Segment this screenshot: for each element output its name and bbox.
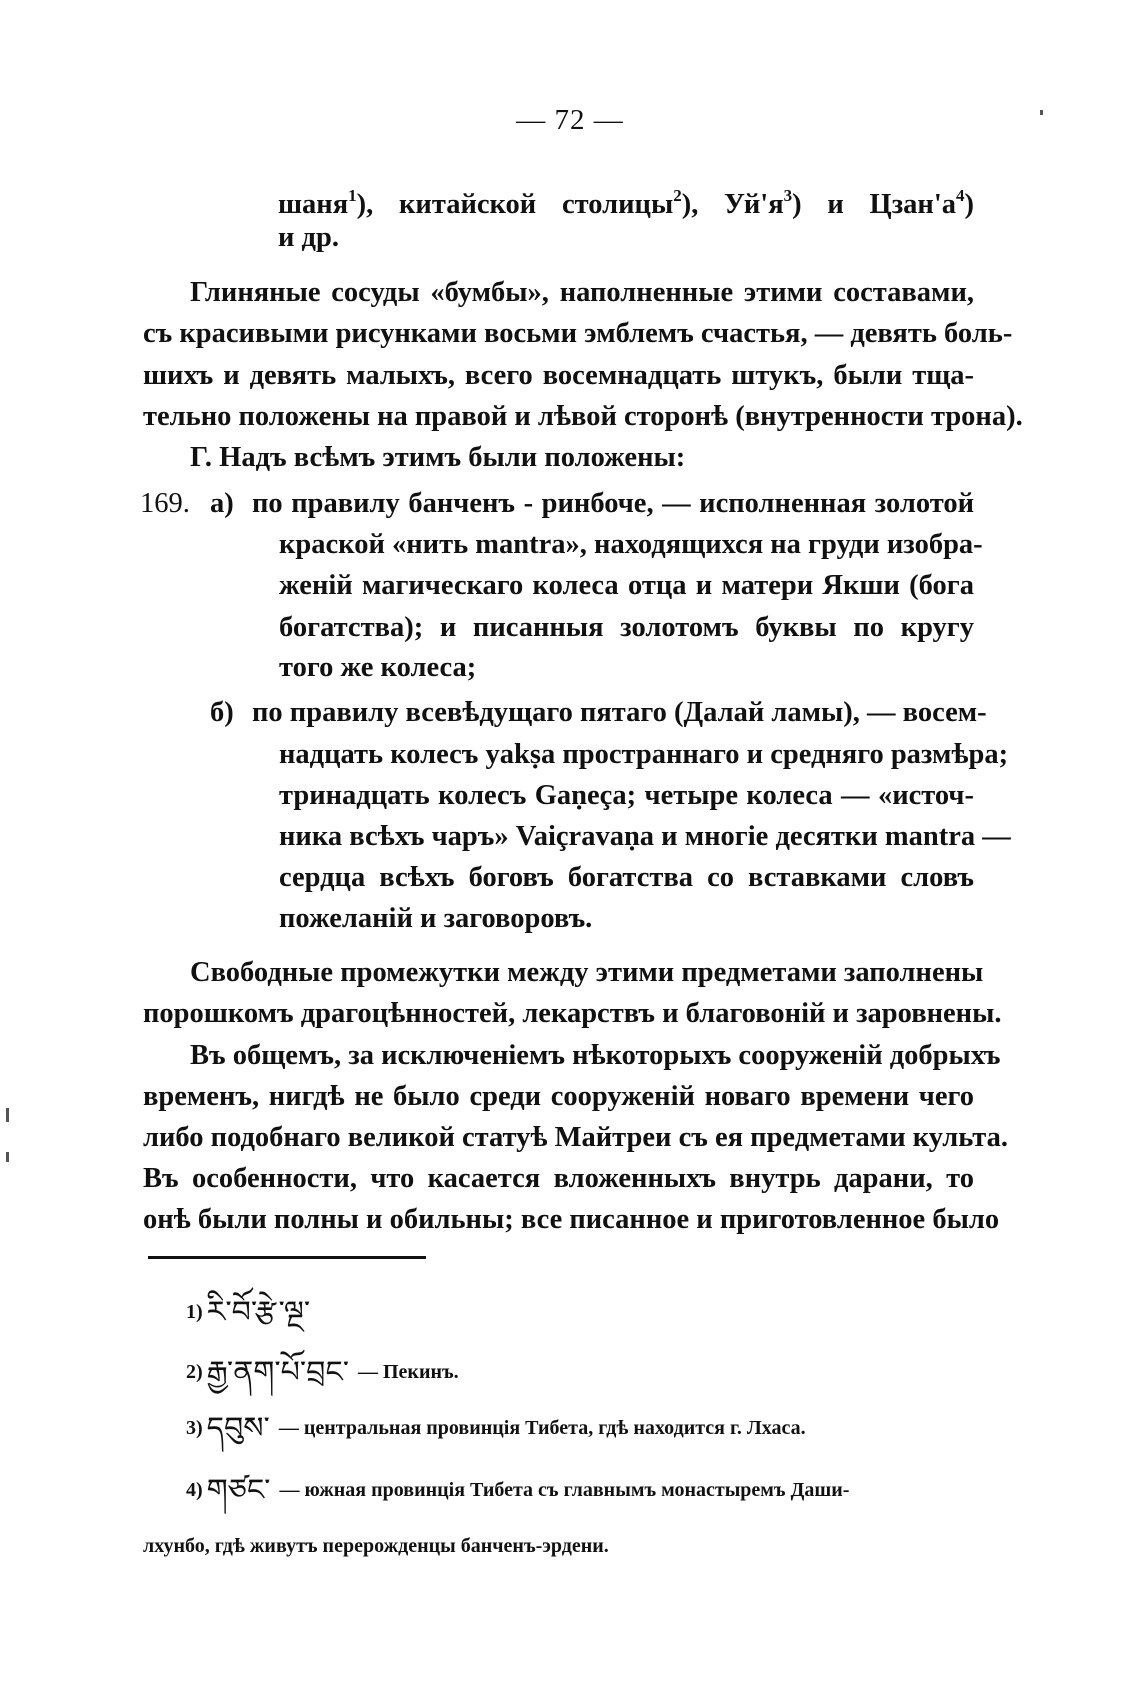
item-b-line: тринадцать колесъ Gaṇeça; четыре колеса — «источ-	[279, 780, 974, 811]
tibetan-text: རི་བོ་རྩེ་ལྔ་	[206, 1295, 311, 1330]
paragraph-line: онѣ были полны и обильны; все писанное и приготовленное было	[143, 1204, 1000, 1235]
text-run: ), китайской столицы	[356, 189, 674, 220]
item-a-line: того же колеса;	[279, 652, 477, 683]
scan-speck	[6, 1108, 9, 1122]
paragraph-line: временъ, нигдѣ не было среди сооруженій новаго времени чего	[143, 1081, 974, 1112]
footnote-number: 3)	[186, 1417, 203, 1439]
item-b-line: ника всѣхъ чаръ» Vaiçravaṇa и многіе десятки mantra —	[279, 821, 1011, 852]
footnote-number: 2)	[186, 1361, 203, 1383]
item-a-line: по правилу банченъ - ринбоче, — исполненная золотой	[252, 488, 974, 519]
item-b-line: сердца всѣхъ боговъ богатства со вставками словъ	[279, 862, 974, 893]
item-b-line: надцать колесъ yakṣa пространнаго и средняго размѣра;	[279, 739, 1009, 770]
item-a-line: краской «нить mantra», находящихся на груди изобра-	[279, 529, 983, 560]
footnote-1	[186, 1296, 314, 1328]
paragraph-line: Г. Надъ всѣмъ этимъ были положены:	[190, 442, 686, 473]
paragraph-line: тельно положены на правой и лѣвой сторонѣ (внутренности трона).	[143, 401, 1023, 432]
item-a-line: женій магическаго колеса отца и матери Якши (бога	[279, 570, 974, 601]
footnote-text: — Пекинъ.	[353, 1361, 459, 1383]
paragraph-line: Глиняные сосуды «бумбы», наполненные этими составами,	[190, 277, 974, 308]
continuation-line: и др.	[278, 222, 339, 253]
footnote-number: 1)	[186, 1301, 203, 1323]
item-b-line: пожеланій и заговоровъ.	[279, 903, 593, 934]
text-run: ) и Цзан'а	[792, 189, 956, 220]
tibetan-text: གཙང་	[206, 1473, 271, 1508]
item-b-line: по правилу всевѣдущаго пятаго (Далай ламы), — восем-	[252, 697, 987, 728]
text-run: )	[964, 189, 974, 220]
footnote-number: 4)	[186, 1479, 203, 1501]
scan-speck	[1040, 110, 1043, 115]
footnote-4-continuation: лхунбо, гдѣ живутъ перерожденцы банченъ-эрдени.	[143, 1535, 609, 1557]
paragraph-line: съ красивыми рисунками восьми эмблемъ счастья, — девять боль-	[143, 318, 1013, 349]
item-number: 169.	[140, 488, 190, 519]
footnote-3	[186, 1412, 806, 1444]
footnote-ref-4[interactable]: 4	[956, 186, 965, 205]
scan-speck	[6, 1152, 9, 1162]
continuation-line	[278, 176, 974, 220]
page-number: — 72 —	[516, 104, 624, 136]
tibetan-text: དབུས་	[206, 1411, 270, 1446]
item-a-line: богатства); и писанныя золотомъ буквы по кругу	[279, 612, 974, 643]
text-run: шаня	[278, 189, 349, 220]
footnote-ref-1[interactable]: 1	[348, 186, 357, 205]
paragraph-line: Свободные промежутки между этими предметами заполнены	[190, 957, 984, 988]
paragraph-line: Въ особенности, что касается вложенныхъ внутрь дарани, то	[143, 1163, 974, 1194]
text-run: ), Уй'я	[681, 189, 784, 220]
footnote-rule	[148, 1256, 426, 1259]
footnote-ref-3[interactable]: 3	[783, 186, 793, 205]
footnote-text: — южная провинція Тибета съ главнымъ монастыремъ Даши-	[274, 1479, 850, 1501]
footnote-4	[186, 1474, 974, 1506]
footnote-ref-2[interactable]: 2	[673, 186, 682, 205]
paragraph-line: порошкомъ драгоцѣнностей, лекарствъ и благовоній и заровнены.	[143, 998, 1002, 1029]
paragraph-line: либо подобнаго великой статуѣ Майтреи съ ея предметами культа.	[143, 1122, 1008, 1153]
item-b-label: б)	[210, 697, 234, 728]
footnote-text: — центральная провинція Тибета, гдѣ находится г. Лхаса.	[273, 1417, 806, 1439]
paragraph-line: шихъ и девять малыхъ, всего восемнадцать штукъ, были тща-	[143, 360, 974, 391]
footnote-2	[186, 1356, 459, 1388]
paragraph-line: Въ общемъ, за исключеніемъ нѣкоторыхъ сооруженій добрыхъ	[190, 1040, 1001, 1071]
item-a-label: а)	[210, 488, 234, 519]
tibetan-text: རྒྱ་ནག་པོ་བྲང་	[206, 1355, 349, 1390]
